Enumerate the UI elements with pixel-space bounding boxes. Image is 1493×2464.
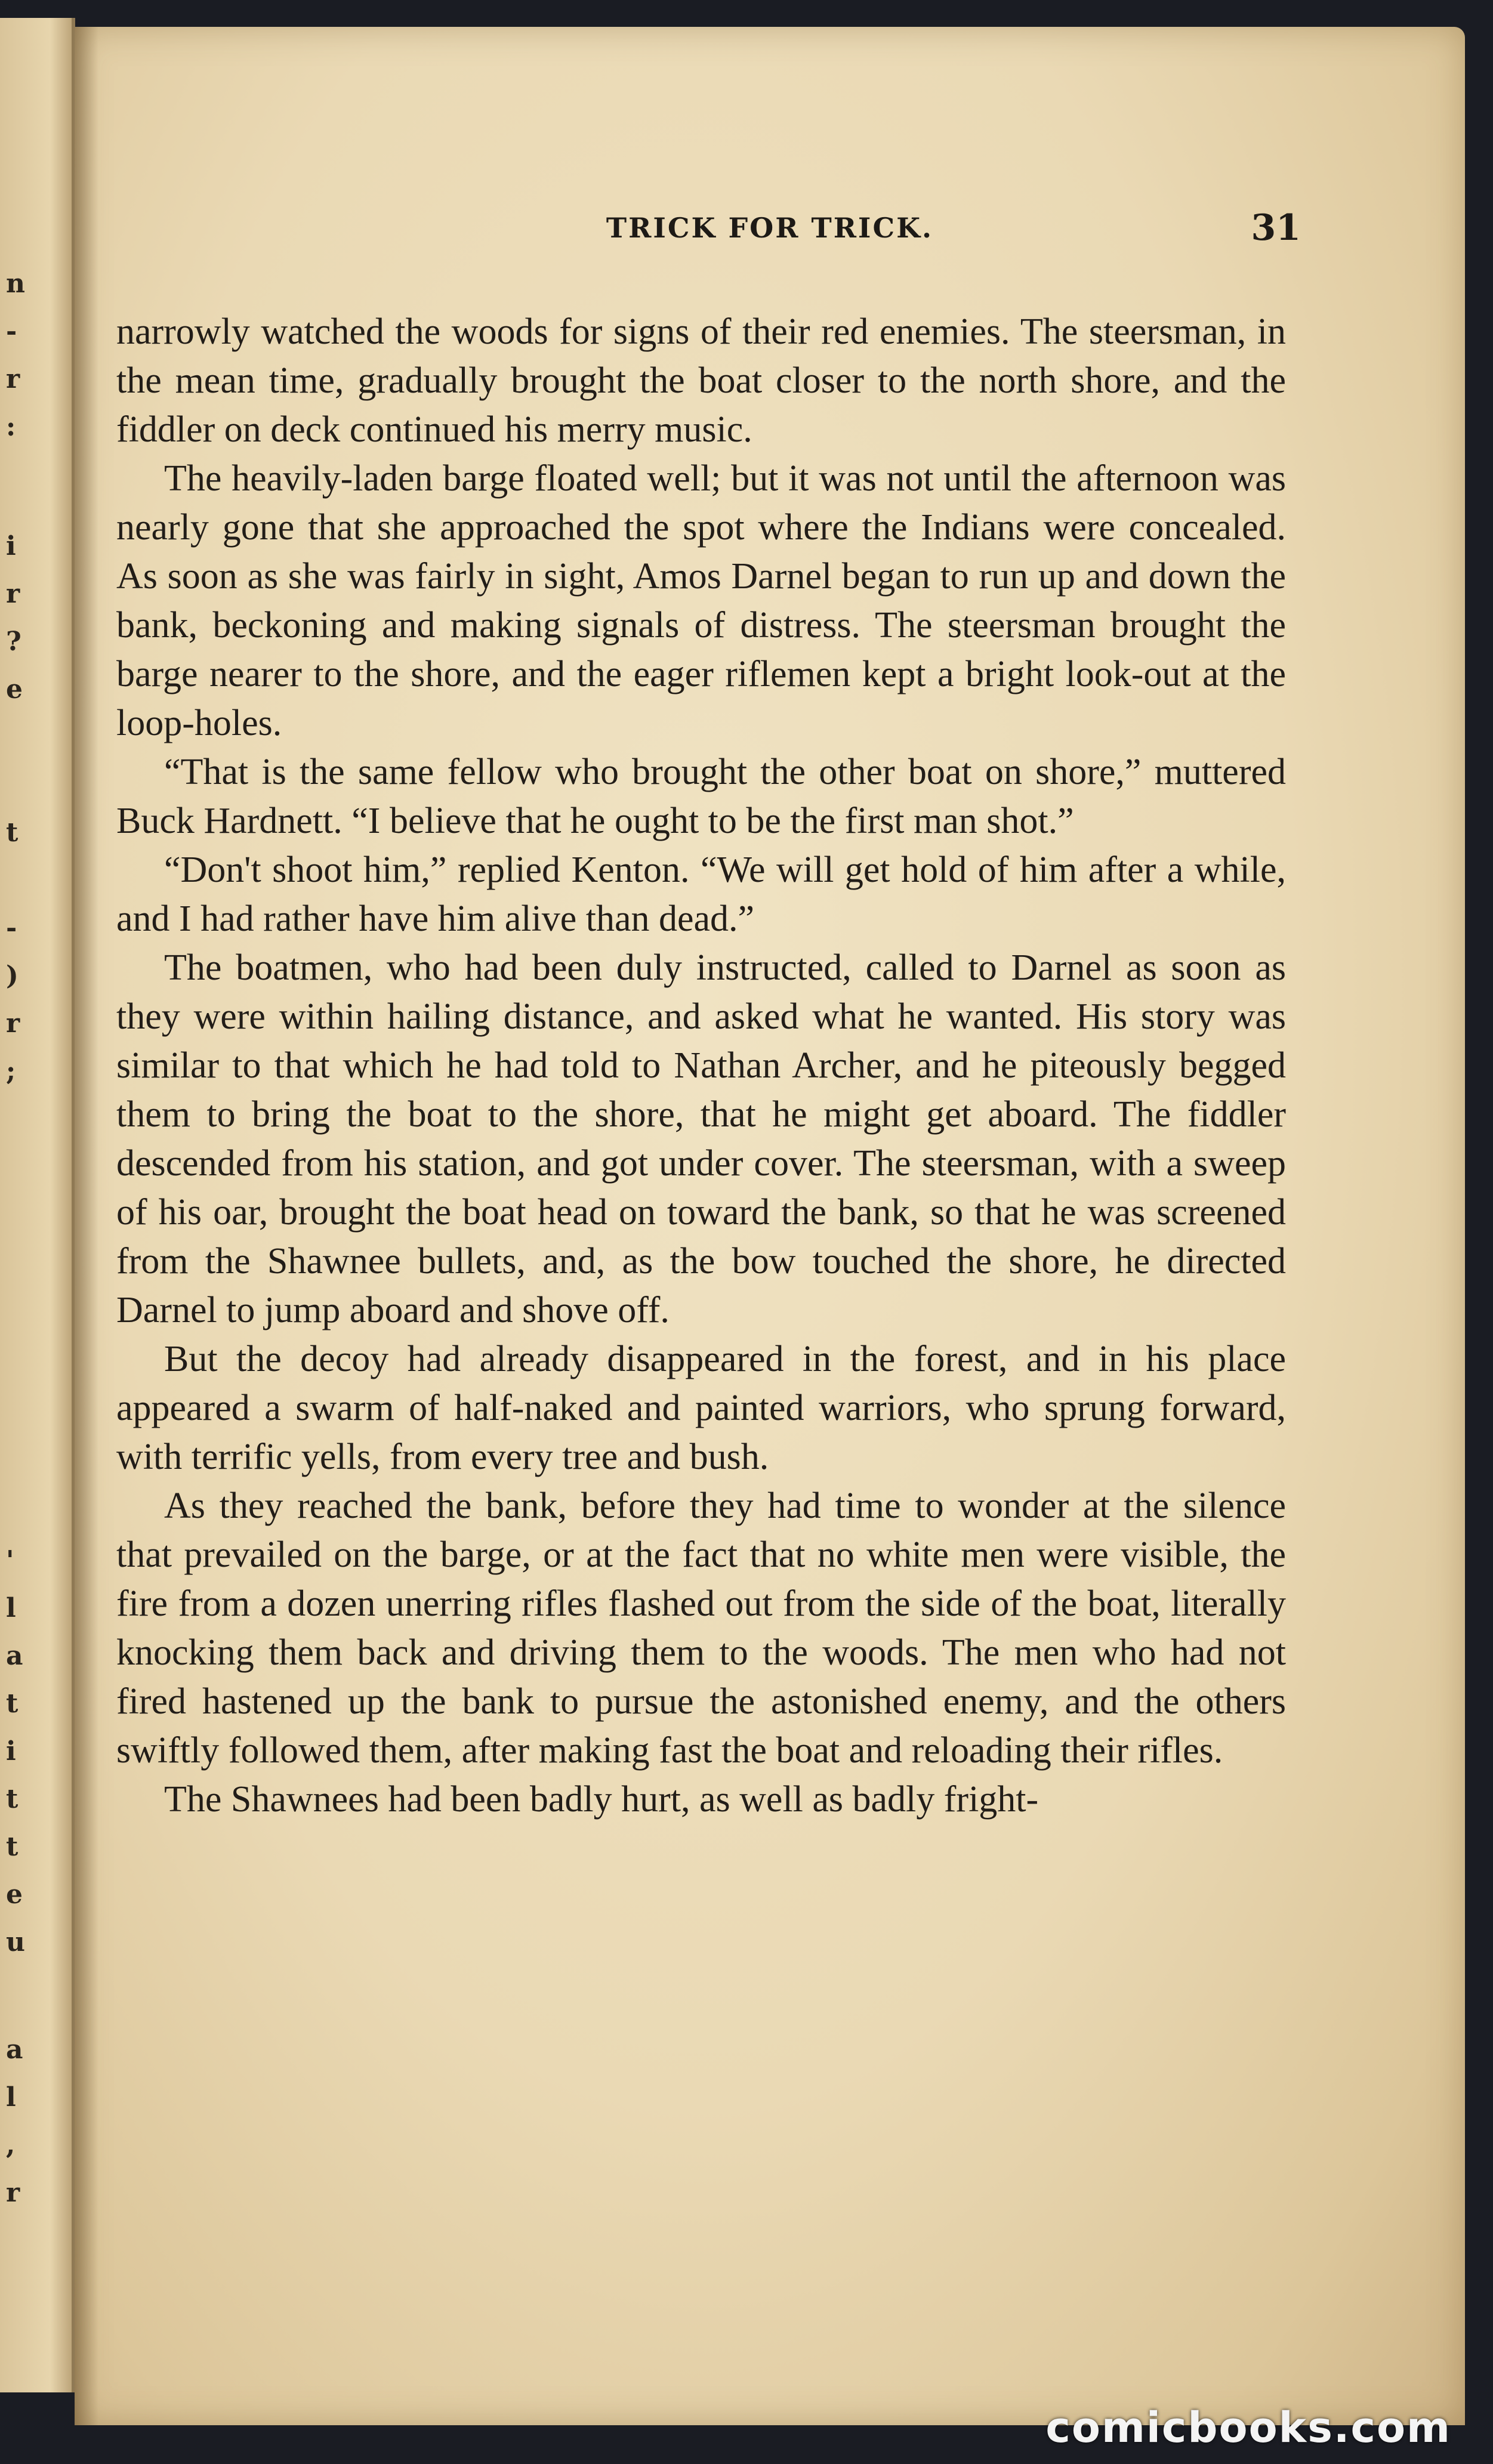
- watermark: comicbooks.com: [1045, 2403, 1451, 2452]
- left-page-fragment: i: [6, 1736, 16, 1767]
- left-page-fragment: ?: [6, 626, 21, 657]
- left-page-fragment: ': [6, 1545, 14, 1576]
- paragraph: narrowly watched the woods for signs of their red enemies. The steersman, in the mean time, gradually brought the boat closer to the north shore, and the fiddler on deck continued his merry music.: [116, 311, 1286, 450]
- left-page-fragment: t: [6, 817, 18, 848]
- left-page-fragment: e: [6, 1879, 23, 1910]
- left-page-fragment: i: [6, 531, 16, 561]
- left-page-fragment: r: [6, 2178, 20, 2208]
- left-page-fragment: r: [6, 579, 20, 609]
- spine-shadow: [75, 27, 98, 2425]
- left-page-fragment: ;: [6, 1056, 16, 1086]
- paragraph: As they reached the bank, before they had time to wonder at the silence that prevailed on the barge, or at the fact that no white men were visible, the fire from a dozen unerring rifles flashed out from the side of the boat, literally knocking them back and driving them to the woods. The men who had not fired hastened up the bank to pursue the astonished enemy, and the others swiftly followed them, after making fast the boat and reloading their rifles.: [116, 1486, 1286, 1771]
- paragraph: “That is the same fellow who brought the other boat on shore,” muttered Buck Hardnett. “I believe that he ought to be the first man shot.”: [116, 752, 1286, 841]
- left-page-fragment: -: [6, 913, 17, 943]
- left-page-fragment: l: [6, 1593, 16, 1623]
- running-title: TRICK FOR TRICK.: [606, 212, 934, 244]
- left-page-fragment: a: [6, 2034, 23, 2065]
- paragraph: The heavily-laden barge floated well; but it was not until the afternoon was nearly gone that she approached the spot where the Indians were concealed. As soon as she was fairly in sight, Amos Darnel began to run up and down the bank, beckoning and making signals of distress. The steersman brought the barge nearer to the shore, and the eager riflemen kept a bright look-out at the loop-holes.: [116, 458, 1286, 743]
- left-page-fragment: e: [6, 674, 23, 705]
- left-page-fragment: ): [6, 961, 18, 991]
- left-page-fragment: a: [6, 1641, 23, 1671]
- paragraph: The boatmen, who had been duly instructed, called to Darnel as soon as they were within hailing distance, and asked what he wanted. His story was similar to that which he had told to Nathan Archer, and he piteously begged them to bring the boat to the shore, that he might get aboard. The fiddler descended from his station, and got under cover. The steersman, with a sweep of his oar, brought the boat head on toward the bank, so that he was screened from the Shawnee bullets, and, as the bow touched the shore, he directed Darnel to jump aboard and shove off.: [116, 947, 1286, 1330]
- left-page-fragment: l: [6, 2082, 16, 2113]
- left-page-fragment: r: [6, 1008, 20, 1039]
- body-text: [116, 307, 1286, 1824]
- left-page-fragment: u: [6, 1927, 25, 1957]
- left-page-fragment: r: [6, 364, 20, 394]
- left-page-fragment: :: [6, 412, 16, 442]
- page-number: 31: [1251, 207, 1301, 249]
- book-page: [75, 27, 1465, 2425]
- left-page-fragment: -: [6, 316, 17, 347]
- previous-page-edge: [0, 18, 75, 2392]
- paragraph: “Don't shoot him,” replied Kenton. “We will get hold of him after a while, and I had rather have him alive than dead.”: [116, 850, 1286, 939]
- left-page-fragment: t: [6, 1832, 18, 1862]
- left-page-fragment: ,: [6, 2130, 16, 2160]
- left-page-fragment: t: [6, 1688, 18, 1719]
- left-page-fragment: n: [6, 268, 25, 299]
- paragraph: The Shawnees had been badly hurt, as well as badly fright-: [164, 1779, 1039, 1820]
- left-page-fragment: t: [6, 1784, 18, 1814]
- paragraph: But the decoy had already disappeared in the forest, and in his place appeared a swarm of half-naked and painted warriors, who sprung forward, with terrific yells, from every tree and bush.: [116, 1339, 1286, 1477]
- running-head: [75, 207, 1465, 265]
